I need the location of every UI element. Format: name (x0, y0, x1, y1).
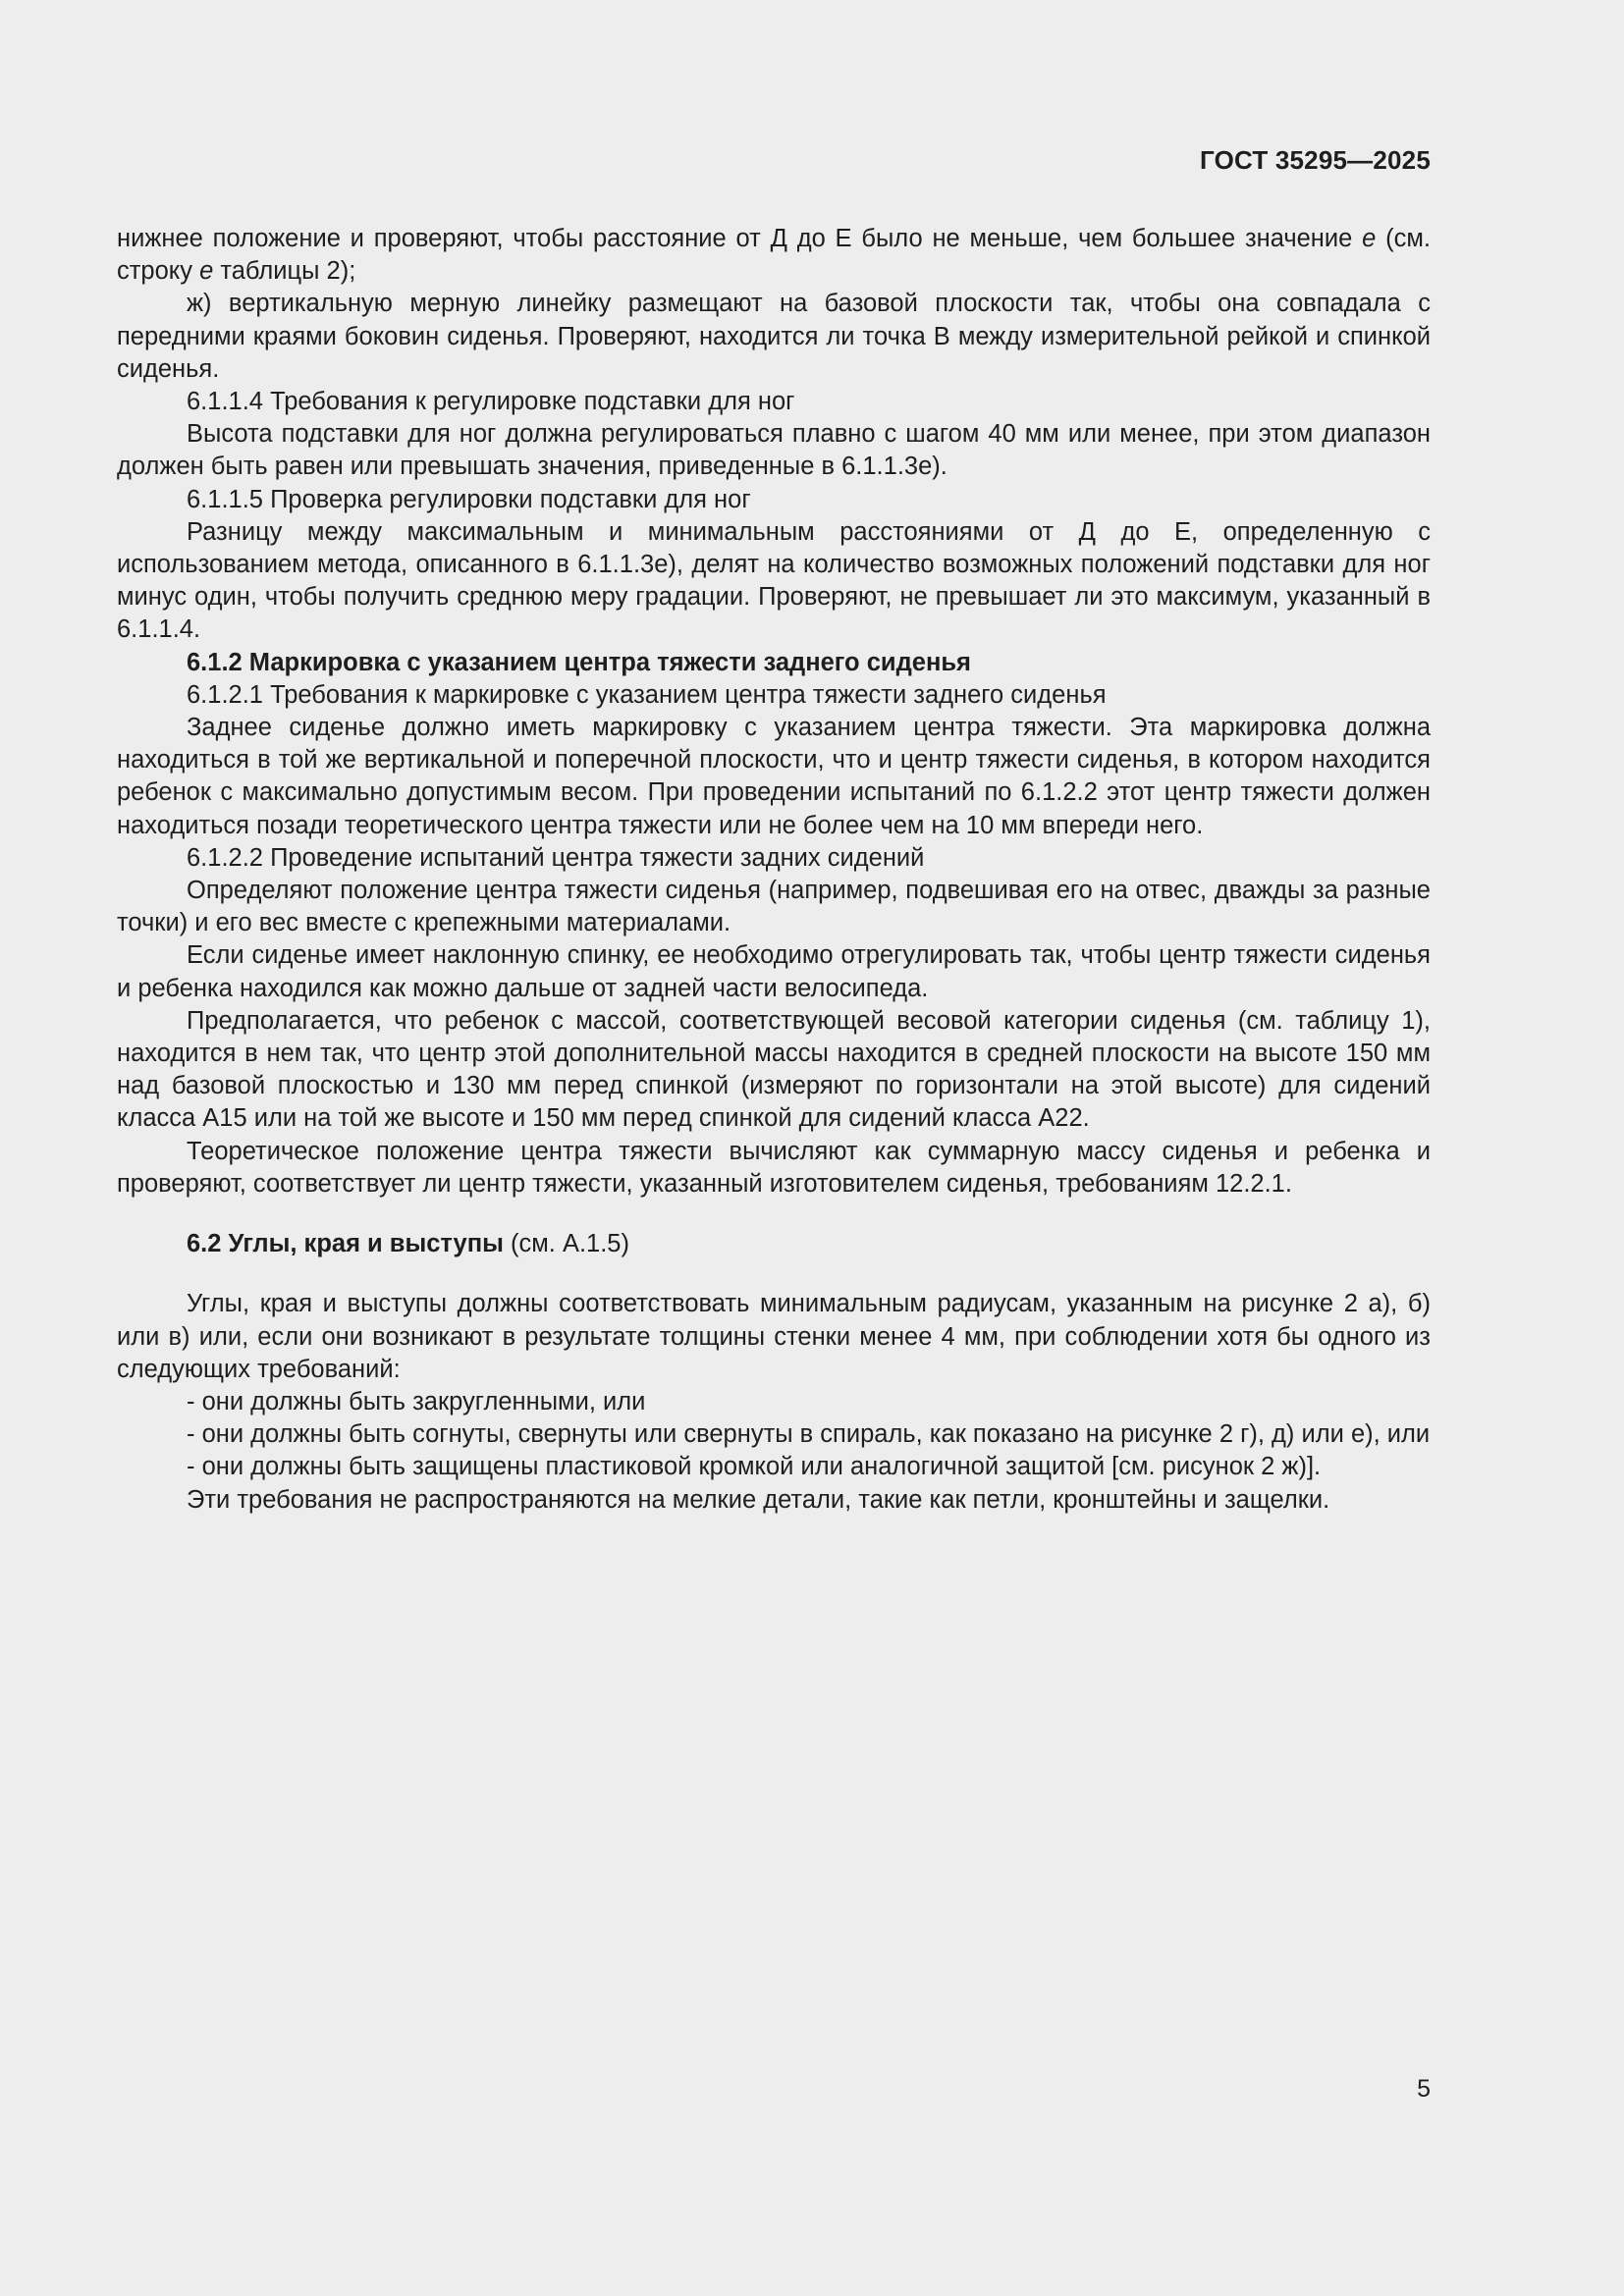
subclause-6-1-1-4-title: 6.1.1.4 Требования к регулировке подставки для ног (187, 388, 795, 416)
page-number: 5 (1417, 2075, 1431, 2103)
paragraph-6-1-2-2-a: Определяют положение центра тяжести сиденья (например, подвешивая его на отвес, дважды за разные точки) и его вес вместе с крепежными материалами. (117, 877, 1431, 937)
subclause-6-1-1-5-title: 6.1.1.5 Проверка регулировки подставки для ног (187, 485, 751, 513)
paragraph-6-1-2-2-b: Если сиденье имеет наклонную спинку, ее необходимо отрегулировать так, чтобы центр тяжести сиденья и ребенка находился как можно дальше от задней части велосипеда. (117, 941, 1431, 1002)
paragraph-6-1-2-2-c: Предполагается, что ребенок с массой, соответствующей весовой категории сиденья (см. таблицу 1), находится в нем так, что центр этой дополнительной массы находится в средней плоскости на высоте 150 мм над базовой плоскостью и 130 мм перед спинкой (измеряют по горизонтали на этой высоте) для сидений класса А15 или на той же высоте и 150 мм перед спинкой для сидений класса А22. (117, 1006, 1431, 1133)
paragraph-6-1-1-4: Высота подставки для ног должна регулироваться плавно с шагом 40 мм или менее, при этом диапазон должен быть равен или превышать значения, приведенные в 6.1.1.3е). (117, 420, 1431, 481)
paragraph-continuation: нижнее положение и проверяют, чтобы расстояние от Д до Е было не меньше, чем большее значение е (см. строку е таблицы 2); (117, 225, 1431, 286)
paragraph-item-zh: ж) вертикальную мерную линейку размещают на базовой плоскости так, чтобы она совпадала с передними краями боковин сиденья. Проверяют, находится ли точка В между измерительной рейкой и спинкой сиденья. (117, 290, 1431, 383)
paragraph-6-2-exception: Эти требования не распространяются на мелкие детали, такие как петли, кронштейны и защелки. (187, 1485, 1330, 1514)
paragraph-6-2: Углы, края и выступы должны соответствовать минимальным радиусам, указанным на рисунке 2 а), б) или в) или, если они возникают в результате толщины стенки менее 4 мм, при соблюдении хотя бы одного из следующих требований: (117, 1290, 1431, 1383)
list-item: - они должны быть закругленными, или (187, 1387, 646, 1415)
standard-designation: ГОСТ 35295—2025 (1200, 145, 1431, 175)
paragraph-6-1-1-5: Разницу между максимальным и минимальным расстояниями от Д до Е, определенную с использованием метода, описанного в 6.1.1.3е), делят на количество возможных положений подставки для ног минус один, чтобы получить среднюю меру градации. Проверяют, не превышает ли это максимум, указанный в 6.1.1.4. (117, 517, 1431, 644)
paragraph-6-1-2-1: Заднее сиденье должно иметь маркировку с указанием центра тяжести. Эта маркировка должна находиться в той же вертикальной и поперечной плоскости, что и центр тяжести сиденья, в котором находится ребенок с максимально допустимым весом. При проведении испытаний по 6.1.2.2 этот центр тяжести должен находиться позади теоретического центра тяжести или не более чем на 10 мм впереди него. (117, 714, 1431, 839)
list-item: - они должны быть согнуты, свернуты или свернуты в спираль, как показано на рисунке 2 г), д) или е), или (187, 1420, 1431, 1449)
section-6-2-heading: 6.2 Углы, края и выступы (см. А.1.5) (187, 1230, 629, 1258)
document-body (117, 223, 1431, 1517)
list-item: - они должны быть защищены пластиковой кромкой или аналогичной защитой [см. рисунок 2 ж)]. (187, 1453, 1322, 1481)
subclause-6-1-2-1-title: 6.1.2.1 Требования к маркировке с указанием центра тяжести заднего сиденья (187, 680, 1107, 709)
paragraph-6-1-2-2-d: Теоретическое положение центра тяжести вычисляют как суммарную массу сиденья и ребенка и проверяют, соответствует ли центр тяжести, указанный изготовителем сиденья, требованиям 12.2.1. (117, 1137, 1431, 1198)
clause-6-1-2-heading: 6.1.2 Маркировка с указанием центра тяжести заднего сиденья (187, 648, 971, 676)
subclause-6-1-2-2-title: 6.1.2.2 Проведение испытаний центра тяжести задних сидений (187, 843, 925, 872)
